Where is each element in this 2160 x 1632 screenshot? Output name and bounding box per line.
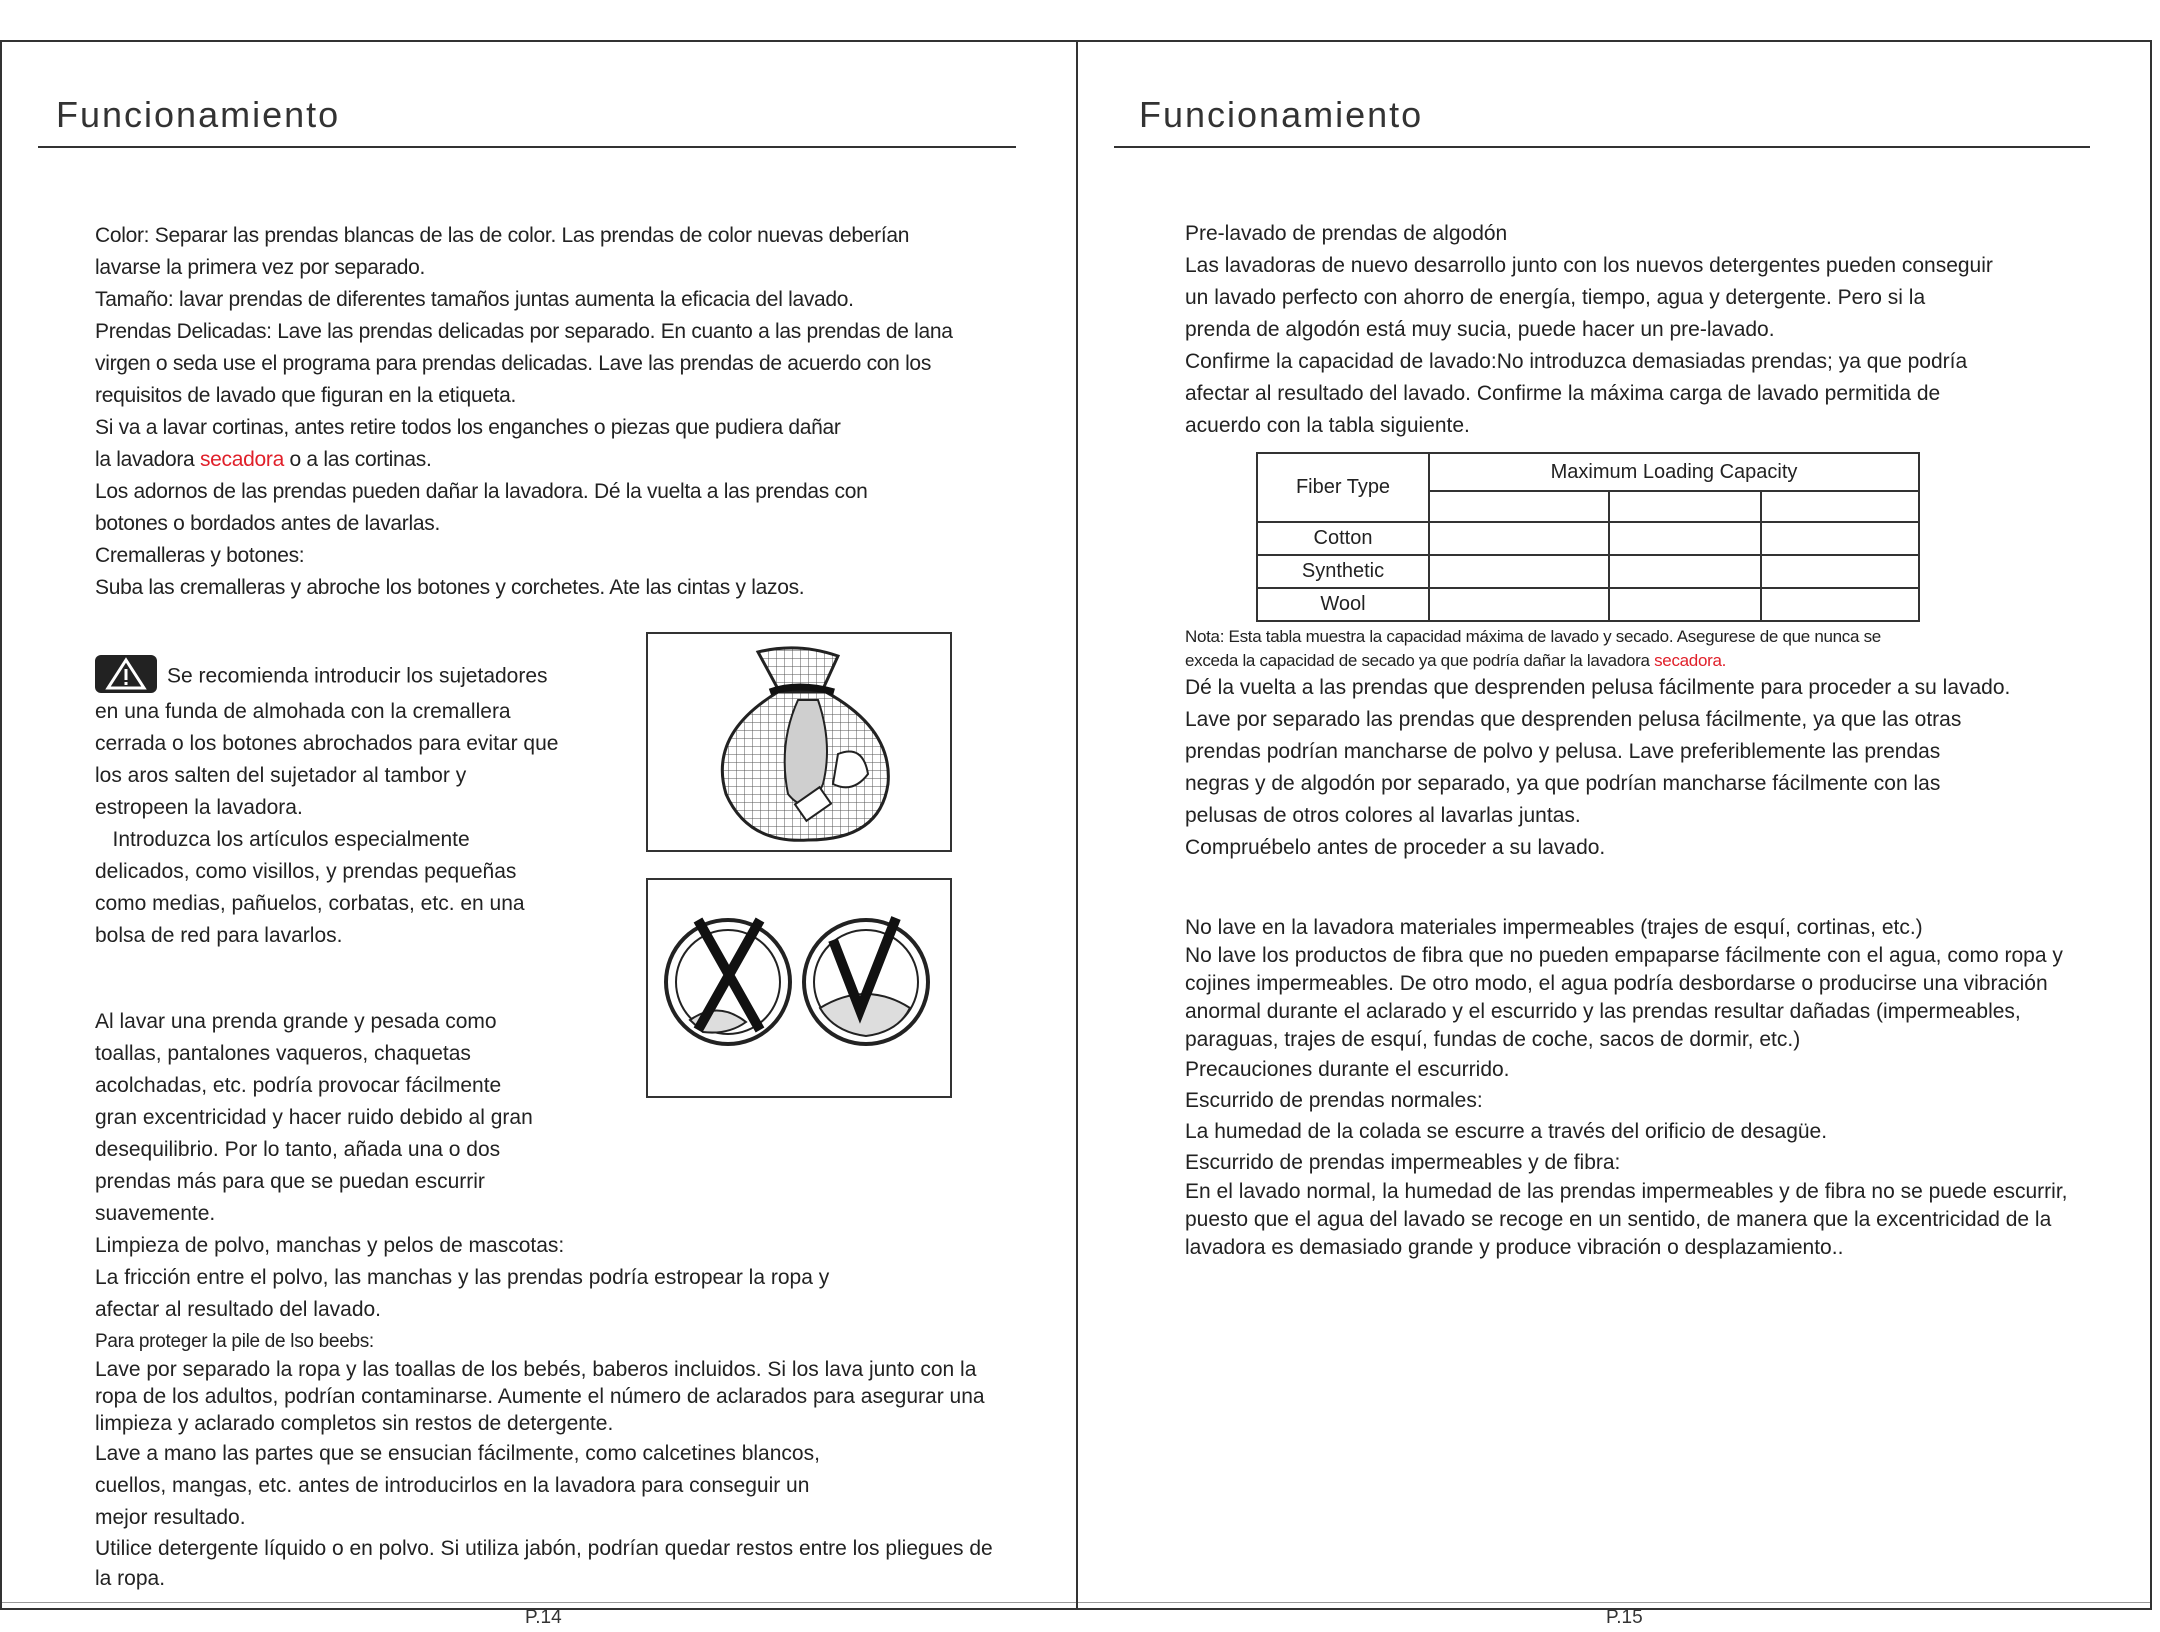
warning-paragraph — [95, 658, 558, 952]
text-line: cojines impermeables. De otro modo, el agua podría desbordarse o producirse una vibración — [1185, 972, 2048, 995]
table-cell — [1609, 522, 1761, 555]
prewash-paragraph — [1185, 218, 1993, 442]
text-line: gran excentricidad y hacer ruido debido al gran — [95, 1106, 533, 1129]
text-line: paraguas, trajes de esquí, fundas de coche, sacos de dormir, etc.) — [1185, 1028, 1801, 1051]
text-line: botones o bordados antes de lavarlas. — [95, 512, 440, 535]
text-line: los aros salten del sujetador al tambor y — [95, 764, 467, 787]
text-line: Introduzca los artículos especialmente — [95, 828, 470, 851]
text-line: Escurrido de prendas impermeables y de fibra: — [1185, 1151, 1621, 1174]
table-cell — [1609, 555, 1761, 588]
text-line: suavemente. — [95, 1202, 216, 1225]
highlight-dryer: secadora — [199, 448, 284, 471]
text-line: Lave a mano las partes que se ensucian fácilmente, como calcetines blancos, — [95, 1442, 820, 1465]
text-line: En el lavado normal, la humedad de las prendas impermeables y de fibra no se puede escurrir, — [1185, 1180, 2068, 1203]
text-line: desequilibrio. Por lo tanto, añada una o dos — [95, 1138, 501, 1161]
text-line: un lavado perfecto con ahorro de energía, tiempo, agua y detergente. Pero si la — [1185, 286, 1926, 309]
text-line-dryer — [95, 444, 953, 476]
text-line: afectar al resultado del lavado. Confirme la máxima carga de lavado permitida de — [1185, 382, 1941, 405]
text-line: la ropa. — [95, 1567, 166, 1590]
text-line: Para proteger la pile de lso beebs: — [95, 1331, 374, 1352]
left-page — [0, 40, 1078, 1628]
warning-triangle-icon — [95, 655, 157, 693]
table-cell — [1761, 491, 1919, 522]
text-line: La humedad de la colada se escurre a través del orificio de desagüe. — [1185, 1120, 1828, 1143]
title-underline — [1114, 146, 2090, 148]
table-cell — [1761, 522, 1919, 555]
fiber-synthetic: Synthetic — [1257, 555, 1429, 588]
text-line: delicados, como visillos, y prendas pequeñas — [95, 860, 517, 883]
text-line: Nota: Esta tabla muestra la capacidad máxima de lavado y secado. Asegurese de que nunca se — [1185, 627, 1881, 646]
text-line: prenda de algodón está muy sucia, puede hacer un pre-lavado. — [1185, 318, 1775, 341]
text-fragment: la lavadora — [95, 448, 200, 471]
text-line: Cremalleras y botones: — [95, 544, 305, 567]
text-line: estropeen la lavadora. — [95, 796, 303, 819]
text-line: prendas más para que se puedan escurrir — [95, 1170, 485, 1193]
text-line: virgen o seda use el programa para prendas delicadas. Lave las prendas de acuerdo con los — [95, 352, 932, 375]
text-line: Precauciones durante el escurrido. — [1185, 1058, 1510, 1081]
text-line: Dé la vuelta a las prendas que desprenden pelusa fácilmente para proceder a su lavado. — [1185, 676, 2011, 699]
text-fragment: o a las cortinas. — [283, 448, 432, 471]
page-title: Funcionamiento — [1139, 94, 1424, 135]
right-page — [1076, 40, 2152, 1628]
table-cell — [1609, 491, 1761, 522]
text-line: anormal durante el aclarado y el escurrido y las prendas resultar dañadas (impermeables, — [1185, 1000, 2021, 1023]
table-cell — [1429, 491, 1609, 522]
intro-paragraphs — [95, 220, 953, 604]
text-line: lavadora es demasiado grande y produce vibración o desplazamiento.. — [1185, 1236, 1844, 1259]
laundry-bag-illustration — [646, 632, 952, 852]
handwash-paragraph — [95, 1438, 820, 1534]
text-line: afectar al resultado del lavado. — [95, 1298, 382, 1321]
text-line: pelusas de otros colores al lavarlas juntas. — [1185, 804, 1581, 827]
text-line: Pre-lavado de prendas de algodón — [1185, 222, 1508, 245]
text-line: Limpieza de polvo, manchas y pelos de mascotas: — [95, 1234, 565, 1257]
text-line: acuerdo con la tabla siguiente. — [1185, 414, 1470, 437]
text-line: en una funda de almohada con la cremallera — [95, 700, 511, 723]
text-line: Utilice detergente líquido o en polvo. Si utiliza jabón, podrían quedar restos entre los pliegues de — [95, 1537, 993, 1560]
text-line: puesto que el agua del lavado se recoge en un sentido, de manera que la excentricidad de la — [1185, 1208, 2052, 1231]
table-cell — [1429, 522, 1609, 555]
text-line: Tamaño: lavar prendas de diferentes tamaños juntas aumenta la eficacia del lavado. — [95, 288, 854, 311]
text-fragment: Se recomienda introducir los sujetadores — [167, 664, 548, 688]
text-line: No lave los productos de fibra que no pueden empaparse fácilmente con el agua, como ropa y — [1185, 944, 2063, 967]
text-line: Confirme la capacidad de lavado:No introduzca demasiadas prendas; ya que podría — [1185, 350, 1968, 373]
table-cell — [1761, 555, 1919, 588]
text-line: ropa de los adultos, podrían contaminarse. Aumente el número de aclarados para asegurar una — [95, 1385, 985, 1408]
text-line: Color: Separar las prendas blancas de las de color. Las prendas de color nuevas deberían — [95, 224, 910, 247]
highlight-dryer: secadora. — [1654, 651, 1727, 670]
fiber-cotton: Cotton — [1257, 522, 1429, 555]
text-line: Las lavadoras de nuevo desarrollo junto con los nuevos detergentes pueden conseguir — [1185, 254, 1993, 277]
text-line: Si va a lavar cortinas, antes retire todos los enganches o piezas que pudiera dañar — [95, 416, 841, 439]
table-cell — [1609, 588, 1761, 621]
page-number: P.15 — [1606, 1607, 1643, 1628]
text-line: Los adornos de las prendas pueden dañar la lavadora. Dé la vuelta a las prendas con — [95, 480, 868, 503]
text-line: mejor resultado. — [95, 1506, 246, 1529]
fiber-type-header: Fiber Type — [1257, 453, 1429, 522]
text-line: Escurrido de prendas normales: — [1185, 1089, 1483, 1112]
text-line: como medias, pañuelos, corbatas, etc. en una — [95, 892, 525, 915]
text-line: requisitos de lavado que figuran en la etiqueta. — [95, 384, 517, 407]
footer-divider — [1078, 1602, 2150, 1603]
footer-divider — [2, 1602, 1076, 1603]
page-number: P.14 — [525, 1607, 562, 1628]
text-line: cuellos, mangas, etc. antes de introducirlos en la lavadora para conseguir un — [95, 1474, 810, 1497]
text-line: Al lavar una prenda grande y pesada como — [95, 1010, 497, 1033]
text-line: La fricción entre el polvo, las manchas y las prendas podría estropear la ropa y — [95, 1266, 830, 1289]
baby-paragraph — [95, 1356, 985, 1437]
text-line: Suba las cremalleras y abroche los botones y corchetes. Ate las cintas y lazos. — [95, 576, 805, 599]
text-line: Compruébelo antes de proceder a su lavado. — [1185, 836, 1606, 859]
detergent-paragraph — [95, 1534, 993, 1594]
text-line: bolsa de red para lavarlos. — [95, 924, 343, 947]
capacity-table — [1256, 452, 1920, 622]
text-line: Prendas Delicadas: Lave las prendas delicadas por separado. En cuanto a las prendas de lana — [95, 320, 953, 343]
text-line: Lave por separado las prendas que desprenden pelusa fácilmente, ya que las otras — [1185, 708, 1962, 731]
fiber-wool: Wool — [1257, 588, 1429, 621]
text-line: cerrada o los botones abrochados para evitar que — [95, 732, 559, 755]
text-line: prendas podrían mancharse de polvo y pelusa. Lave preferiblemente las prendas — [1185, 740, 1941, 763]
page-title: Funcionamiento — [56, 94, 341, 135]
text-line: Lave por separado la ropa y las toallas de los bebés, baberos incluidos. Si los lava junto con la — [95, 1358, 977, 1381]
table-cell — [1761, 588, 1919, 621]
table-cell — [1429, 555, 1609, 588]
text-line: toallas, pantalones vaqueros, chaquetas — [95, 1042, 471, 1065]
text-line: lavarse la primera vez por separado. — [95, 256, 426, 279]
text-line: limpieza y aclarado completos sin restos de detergente. — [95, 1412, 614, 1435]
lint-paragraph — [1185, 672, 2010, 864]
text-line: No lave en la lavadora materiales impermeables (trajes de esquí, cortinas, etc.) — [1185, 916, 1923, 939]
text-line: negras y de algodón por separado, ya que podrían mancharse fácilmente con las — [1185, 772, 1941, 795]
heavy-items-paragraph — [95, 1006, 829, 1358]
warning-first-line — [95, 658, 558, 696]
text-line — [1185, 649, 1881, 673]
text-fragment: exceda la capacidad de secado ya que podría dañar la lavadora — [1185, 651, 1655, 670]
capacity-header: Maximum Loading Capacity — [1429, 453, 1919, 491]
waterproof-paragraph — [1185, 914, 2068, 1262]
table-note — [1185, 625, 1881, 673]
table-cell — [1429, 588, 1609, 621]
title-underline — [38, 146, 1016, 148]
text-line: acolchadas, etc. podría provocar fácilmente — [95, 1074, 502, 1097]
